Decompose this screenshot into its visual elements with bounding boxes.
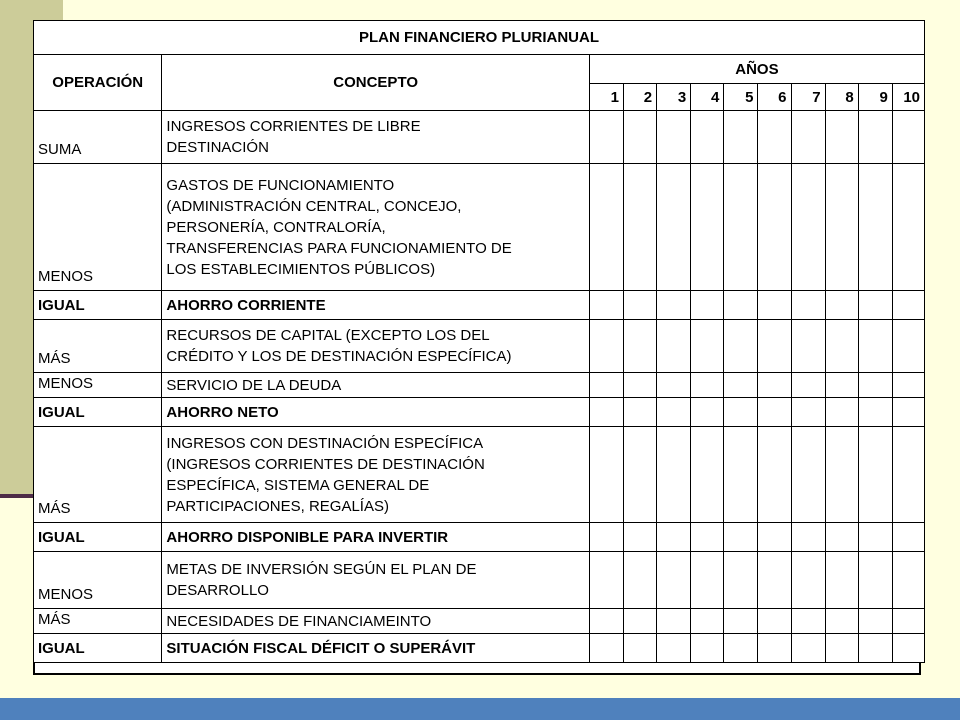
year-value-cell[interactable] — [589, 523, 623, 552]
concept-cell: AHORRO CORRIENTE — [162, 291, 589, 320]
year-value-cell[interactable] — [791, 111, 825, 164]
year-value-cell[interactable] — [758, 398, 791, 427]
table-row — [34, 320, 925, 373]
table-title: PLAN FINANCIERO PLURIANUAL — [34, 21, 925, 55]
year-value-cell[interactable] — [691, 291, 724, 320]
header-row — [34, 55, 925, 84]
table-row — [34, 634, 925, 663]
year-header-6: 6 — [758, 84, 791, 111]
year-value-cell[interactable] — [657, 609, 691, 634]
year-header-10: 10 — [892, 84, 924, 111]
year-value-cell[interactable] — [657, 164, 691, 291]
year-value-cell[interactable] — [724, 552, 758, 609]
year-value-cell[interactable] — [623, 523, 656, 552]
concept-cell: METAS DE INVERSIÓN SEGÚN EL PLAN DE DESARROLLO — [162, 552, 589, 609]
year-value-cell[interactable] — [892, 609, 924, 634]
year-value-cell[interactable] — [724, 291, 758, 320]
year-value-cell[interactable] — [791, 291, 825, 320]
concept-cell: INGRESOS CON DESTINACIÓN ESPECÍFICA (INGRESOS CORRIENTES DE DESTINACIÓN ESPECÍFICA, SISTEMA GENERAL DE PARTICIPACIONES, REGALÍAS) — [162, 427, 589, 523]
concept-cell: NECESIDADES DE FINANCIAMEINTO — [162, 609, 589, 634]
operation-cell: MENOS — [34, 164, 162, 291]
table-row — [34, 164, 925, 291]
financial-plan-table — [33, 20, 925, 663]
year-value-cell[interactable] — [758, 523, 791, 552]
year-header-5: 5 — [724, 84, 758, 111]
year-value-cell[interactable] — [623, 320, 656, 373]
year-value-cell[interactable] — [791, 523, 825, 552]
table-row — [34, 609, 925, 634]
year-value-cell[interactable] — [825, 164, 858, 291]
year-value-cell[interactable] — [724, 398, 758, 427]
year-value-cell[interactable] — [825, 609, 858, 634]
year-value-cell[interactable] — [892, 320, 924, 373]
operation-cell: IGUAL — [34, 291, 162, 320]
year-value-cell[interactable] — [724, 373, 758, 398]
table-row — [34, 111, 925, 164]
year-value-cell[interactable] — [657, 634, 691, 663]
year-value-cell[interactable] — [825, 634, 858, 663]
year-header-1: 1 — [589, 84, 623, 111]
year-value-cell[interactable] — [791, 427, 825, 523]
year-value-cell[interactable] — [724, 164, 758, 291]
year-value-cell[interactable] — [657, 291, 691, 320]
bottom-bar — [0, 698, 960, 720]
year-value-cell[interactable] — [858, 111, 892, 164]
year-value-cell[interactable] — [623, 398, 656, 427]
year-value-cell[interactable] — [858, 427, 892, 523]
year-value-cell[interactable] — [892, 398, 924, 427]
year-value-cell[interactable] — [825, 427, 858, 523]
left-divider-line — [0, 494, 33, 498]
year-header-4: 4 — [691, 84, 724, 111]
year-value-cell[interactable] — [858, 164, 892, 291]
year-value-cell[interactable] — [791, 609, 825, 634]
year-value-cell[interactable] — [758, 373, 791, 398]
header-operation: OPERACIÓN — [34, 55, 162, 111]
year-value-cell[interactable] — [758, 609, 791, 634]
year-value-cell[interactable] — [825, 111, 858, 164]
operation-cell: IGUAL — [34, 523, 162, 552]
year-value-cell[interactable] — [791, 373, 825, 398]
year-header-3: 3 — [657, 84, 691, 111]
operation-cell: IGUAL — [34, 634, 162, 663]
year-value-cell[interactable] — [758, 427, 791, 523]
year-value-cell[interactable] — [691, 609, 724, 634]
year-value-cell[interactable] — [724, 523, 758, 552]
operation-cell: MÁS — [34, 427, 162, 523]
year-header-9: 9 — [858, 84, 892, 111]
year-value-cell[interactable] — [758, 320, 791, 373]
operation-cell: MÁS — [34, 320, 162, 373]
year-value-cell[interactable] — [724, 111, 758, 164]
year-value-cell[interactable] — [758, 634, 791, 663]
year-value-cell[interactable] — [825, 291, 858, 320]
year-value-cell[interactable] — [691, 320, 724, 373]
operation-cell: MÁS — [34, 609, 162, 634]
year-value-cell[interactable] — [858, 373, 892, 398]
concept-cell: SITUACIÓN FISCAL DÉFICIT O SUPERÁVIT — [162, 634, 589, 663]
year-value-cell[interactable] — [758, 291, 791, 320]
year-value-cell[interactable] — [691, 552, 724, 609]
year-value-cell[interactable] — [791, 320, 825, 373]
year-value-cell[interactable] — [724, 320, 758, 373]
concept-cell: GASTOS DE FUNCIONAMIENTO (ADMINISTRACIÓN CENTRAL, CONCEJO, PERSONERÍA, CONTRALORÍA, TRANSFERENCIAS PARA FUNCIONAMIENTO DE LOS ESTABLECIMIENTOS PÚBLICOS) — [162, 164, 589, 291]
year-value-cell[interactable] — [858, 320, 892, 373]
header-concept: CONCEPTO — [162, 55, 589, 111]
year-value-cell[interactable] — [858, 523, 892, 552]
year-value-cell[interactable] — [657, 320, 691, 373]
year-value-cell[interactable] — [892, 111, 924, 164]
year-value-cell[interactable] — [892, 427, 924, 523]
year-value-cell[interactable] — [691, 523, 724, 552]
year-value-cell[interactable] — [858, 398, 892, 427]
year-value-cell[interactable] — [758, 164, 791, 291]
table-row — [34, 523, 925, 552]
year-value-cell[interactable] — [589, 373, 623, 398]
year-value-cell[interactable] — [623, 427, 656, 523]
year-value-cell[interactable] — [623, 634, 656, 663]
year-value-cell[interactable] — [791, 164, 825, 291]
year-value-cell[interactable] — [858, 634, 892, 663]
year-value-cell[interactable] — [589, 164, 623, 291]
operation-cell: SUMA — [34, 111, 162, 164]
year-value-cell[interactable] — [825, 320, 858, 373]
year-value-cell[interactable] — [858, 291, 892, 320]
year-value-cell[interactable] — [691, 427, 724, 523]
year-value-cell[interactable] — [791, 398, 825, 427]
year-value-cell[interactable] — [623, 609, 656, 634]
year-value-cell[interactable] — [589, 398, 623, 427]
year-value-cell[interactable] — [623, 111, 656, 164]
year-value-cell[interactable] — [825, 552, 858, 609]
table-row — [34, 291, 925, 320]
concept-cell: INGRESOS CORRIENTES DE LIBRE DESTINACIÓN — [162, 111, 589, 164]
year-value-cell[interactable] — [657, 373, 691, 398]
year-value-cell[interactable] — [892, 634, 924, 663]
title-row — [34, 21, 925, 55]
concept-cell: RECURSOS DE CAPITAL (EXCEPTO LOS DEL CRÉDITO Y LOS DE DESTINACIÓN ESPECÍFICA) — [162, 320, 589, 373]
year-value-cell[interactable] — [589, 320, 623, 373]
year-value-cell[interactable] — [892, 552, 924, 609]
year-value-cell[interactable] — [623, 552, 656, 609]
year-value-cell[interactable] — [791, 634, 825, 663]
year-value-cell[interactable] — [758, 552, 791, 609]
year-value-cell[interactable] — [657, 111, 691, 164]
year-value-cell[interactable] — [724, 609, 758, 634]
year-value-cell[interactable] — [724, 634, 758, 663]
year-value-cell[interactable] — [791, 552, 825, 609]
year-value-cell[interactable] — [589, 291, 623, 320]
table-row — [34, 398, 925, 427]
header-years: AÑOS — [589, 55, 924, 84]
year-header-8: 8 — [825, 84, 858, 111]
year-value-cell[interactable] — [892, 373, 924, 398]
year-value-cell[interactable] — [825, 398, 858, 427]
concept-cell: AHORRO DISPONIBLE PARA INVERTIR — [162, 523, 589, 552]
operation-cell: MENOS — [34, 373, 162, 398]
year-value-cell[interactable] — [858, 552, 892, 609]
table-row — [34, 552, 925, 609]
table-row — [34, 427, 925, 523]
year-value-cell[interactable] — [657, 398, 691, 427]
year-value-cell[interactable] — [892, 523, 924, 552]
year-value-cell[interactable] — [691, 634, 724, 663]
year-value-cell[interactable] — [589, 111, 623, 164]
year-value-cell[interactable] — [691, 373, 724, 398]
year-value-cell[interactable] — [623, 291, 656, 320]
year-value-cell[interactable] — [825, 373, 858, 398]
year-value-cell[interactable] — [758, 111, 791, 164]
year-value-cell[interactable] — [892, 291, 924, 320]
year-value-cell[interactable] — [691, 398, 724, 427]
year-value-cell[interactable] — [657, 523, 691, 552]
year-value-cell[interactable] — [623, 164, 656, 291]
year-value-cell[interactable] — [589, 427, 623, 523]
year-value-cell[interactable] — [825, 523, 858, 552]
year-value-cell[interactable] — [589, 552, 623, 609]
year-value-cell[interactable] — [892, 164, 924, 291]
concept-cell: AHORRO NETO — [162, 398, 589, 427]
operation-cell: MENOS — [34, 552, 162, 609]
year-value-cell[interactable] — [589, 634, 623, 663]
year-value-cell[interactable] — [691, 164, 724, 291]
year-header-7: 7 — [791, 84, 825, 111]
year-value-cell[interactable] — [589, 609, 623, 634]
table-row — [34, 373, 925, 398]
year-value-cell[interactable] — [657, 552, 691, 609]
concept-cell: SERVICIO DE LA DEUDA — [162, 373, 589, 398]
operation-cell: IGUAL — [34, 398, 162, 427]
year-header-2: 2 — [623, 84, 656, 111]
year-value-cell[interactable] — [858, 609, 892, 634]
year-value-cell[interactable] — [724, 427, 758, 523]
year-value-cell[interactable] — [623, 373, 656, 398]
year-value-cell[interactable] — [691, 111, 724, 164]
year-value-cell[interactable] — [657, 427, 691, 523]
